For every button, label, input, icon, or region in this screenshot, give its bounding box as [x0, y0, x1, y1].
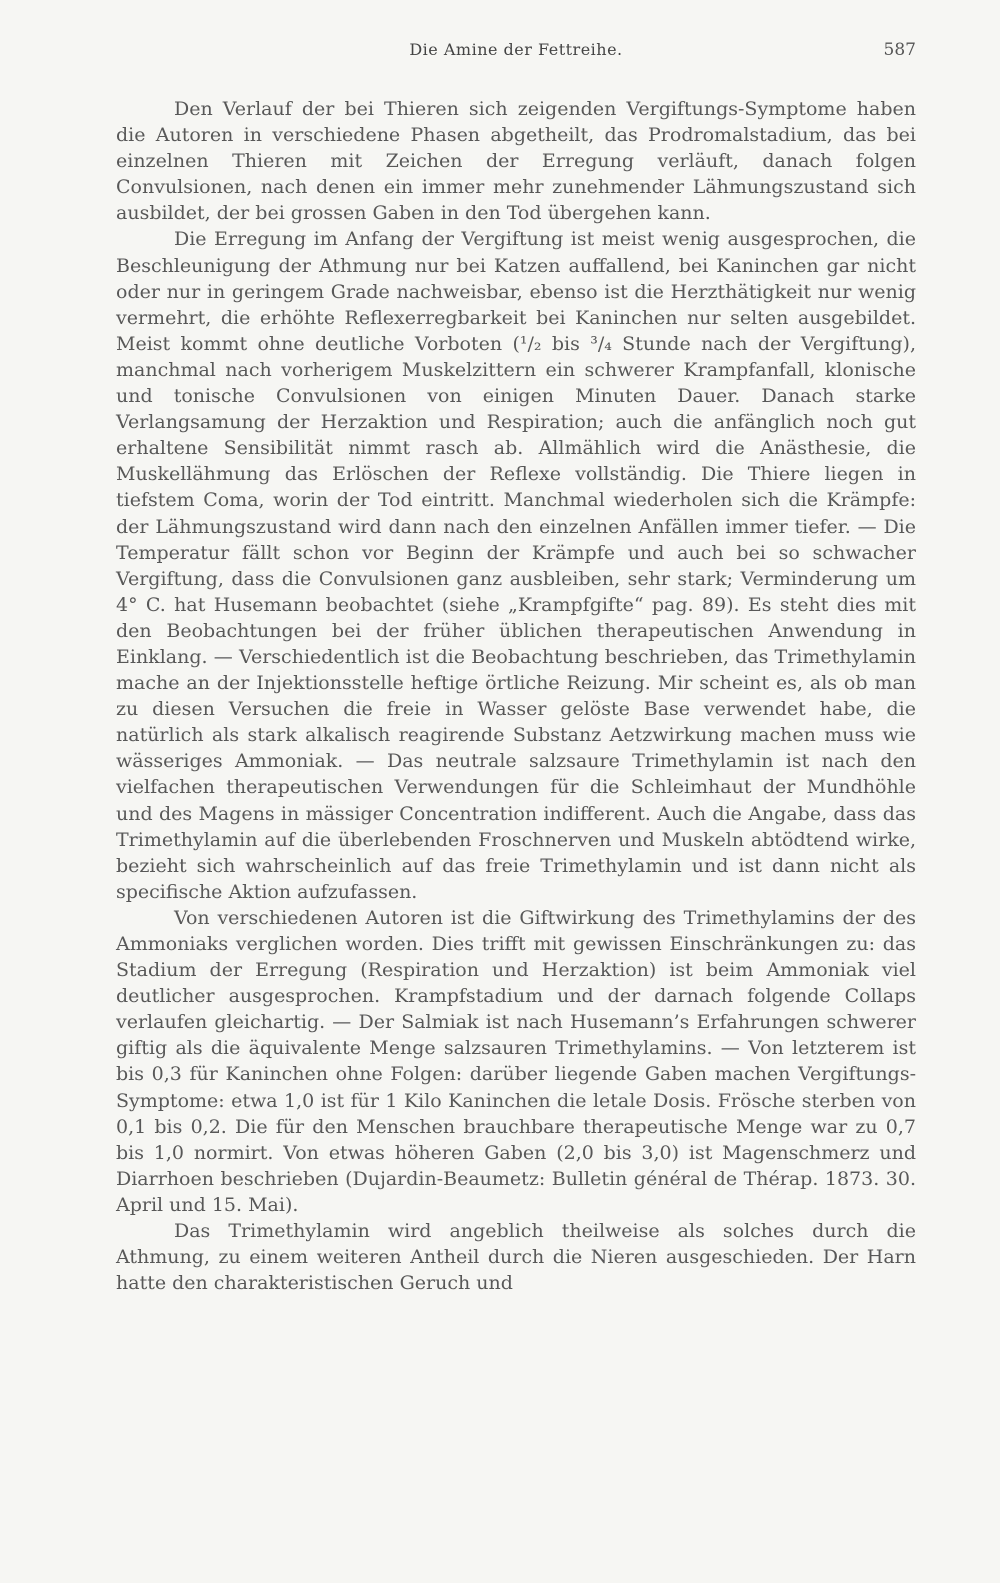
- page-number: 587: [883, 40, 916, 60]
- page-header: [116, 40, 916, 68]
- running-title: Die Amine der Fettreihe.: [409, 40, 623, 59]
- body-text: [116, 96, 916, 1296]
- paragraph-excretion: Das Trimethylamin wird angeblich theilweise als solches durch die Athmung, zu einem weiteren Antheil durch die Nieren ausgeschieden. Der Harn hatte den charakteristischen Geruch und: [116, 1220, 916, 1295]
- paragraph-ammonia-comparison: Von verschiedenen Autoren ist die Giftwirkung des Trimethylamins der des Ammoniaks verglichen worden. Dies trifft mit gewissen Einschränkungen zu: das Stadium der Erregung (Respiration und Herzaktion) ist beim Ammoniak viel deutlicher ausgesprochen. Krampfstadium und der darnach folgende Collaps verlaufen gleichartig. — Der Salmiak ist nach Husemann’s Erfahrungen schwerer giftig als die äquivalente Menge salzsauren Trimethylamins. — Von letzterem ist bis 0,3 für Kaninchen ohne Folgen: darüber liegende Gaben machen Vergiftungs-Symptome: etwa 1,0 ist für 1 Kilo Kaninchen die letale Dosis. Frösche sterben von 0,1 bis 0,2. Die für den Menschen brauchbare therapeutische Menge war zu 0,7 bis 1,0 normirt. Von etwas höheren Gaben (2,0 bis 3,0) ist Magenschmerz und Diarrhoen beschrieben (Dujardin-Beaumetz: Bulletin général de Thérap. 1873. 30. April und 15. Mai).: [116, 906, 916, 1216]
- paragraph-poisoning-course: Die Erregung im Anfang der Vergiftung ist meist wenig ausgesprochen, die Beschleunigung der Athmung nur bei Katzen auffallend, bei Kaninchen gar nicht oder nur in geringem Grade nachweisbar, ebenso ist die Herzthätigkeit nur wenig vermehrt, die erhöhte Reflexerregbarkeit bei Kaninchen nur selten ausgebildet. Meist kommt ohne deutliche Vorboten (¹/₂ bis ³/₄ Stunde nach der Vergiftung), manchmal nach vorherigem Muskelzittern ein schwerer Krampfanfall, klonische und tonische Convulsionen von einigen Minuten Dauer. Danach starke Verlangsamung der Herzaktion und Respiration; auch die anfänglich noch gut erhaltene Sensibilität nimmt rasch ab. Allmählich wird die Anästhesie, die Muskellähmung das Erlöschen der Reflexe vollständig. Die Thiere liegen in tiefstem Coma, worin der Tod eintritt. Manchmal wiederholen sich die Krämpfe: der Lähmungszustand wird dann nach den einzelnen Anfällen immer tiefer. — Die Temperatur fällt schon vor Beginn der Krämpfe und auch bei so schwacher Vergiftung, dass die Convulsionen ganz ausbleiben, sehr stark; Verminderung um 4° C. hat Husemann beobachtet (siehe „Krampfgifte“ pag. 89). Es steht dies mit den Beobachtungen bei der früher üblichen therapeutischen Anwendung in Einklang. — Verschiedentlich ist die Beobachtung beschrieben, das Trimethylamin mache an der Injektionsstelle heftige örtliche Reizung. Mir scheint es, als ob man zu diesen Versuchen die freie in Wasser gelöste Base verwendet habe, die natürlich als stark alkalisch reagirende Substanz Aetzwirkung machen muss wie wässeriges Ammoniak. — Das neutrale salzsaure Trimethylamin ist nach den vielfachen therapeutischen Verwendungen für die Schleimhaut der Mundhöhle und des Magens in mässiger Concentration indifferent. Auch die Angabe, dass das Trimethylamin auf die überlebenden Froschnerven und Muskeln abtödtend wirke, bezieht sich wahrscheinlich auf das freie Trimethylamin und ist dann nicht als specifische Aktion aufzufassen.: [116, 228, 916, 903]
- paragraph-symptom-phases: Den Verlauf der bei Thieren sich zeigenden Vergiftungs-Symptome haben die Autoren in verschiedene Phasen abgetheilt, das Prodromalstadium, das bei einzelnen Thieren mit Zeichen der Erregung verläuft, danach folgen Convulsionen, nach denen ein immer mehr zunehmender Lähmungszustand sich ausbildet, der bei grossen Gaben in den Tod übergehen kann.: [116, 98, 916, 225]
